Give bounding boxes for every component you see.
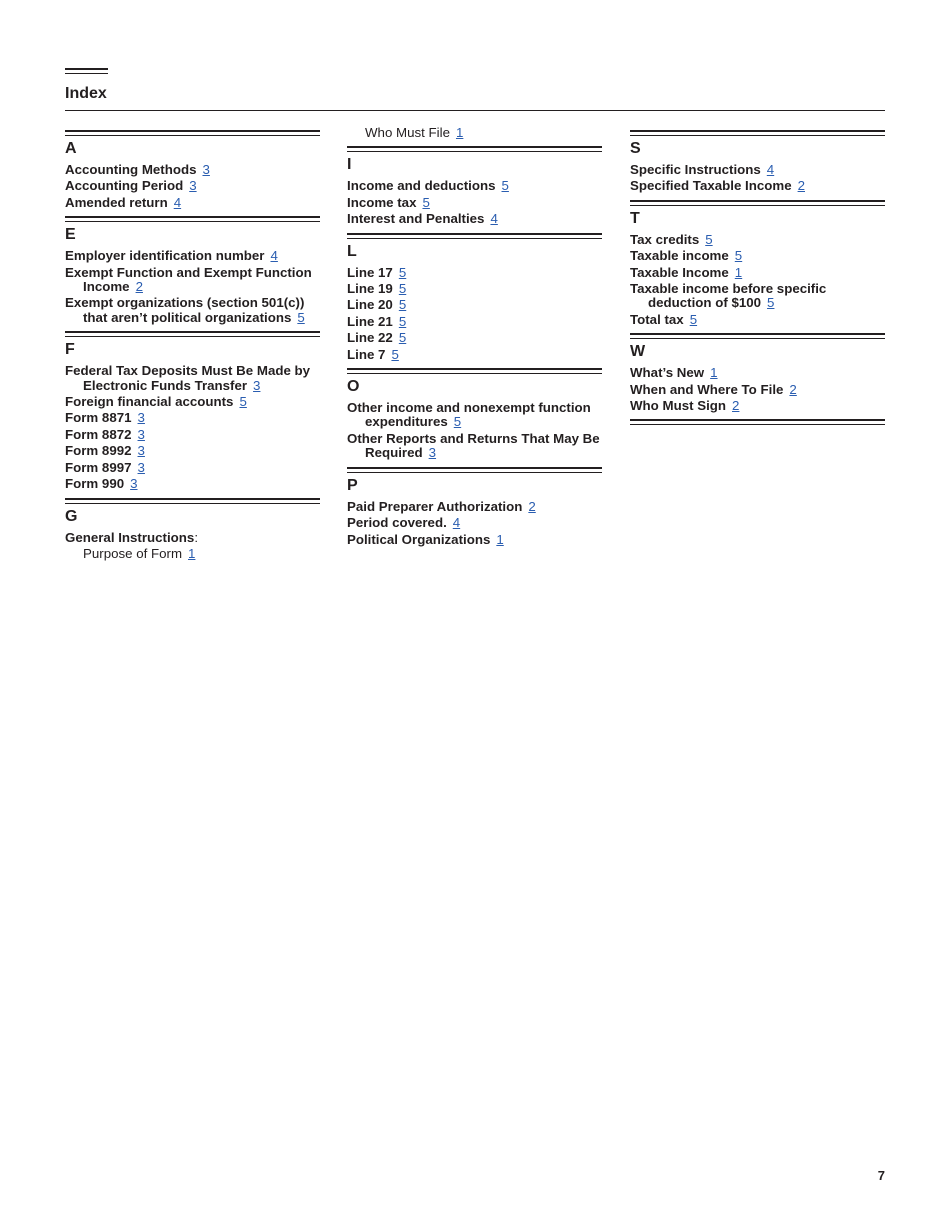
section-divider bbox=[630, 200, 885, 206]
section-divider bbox=[630, 130, 885, 136]
index-subentry: Who Must File 1 bbox=[365, 125, 464, 140]
page-link[interactable]: 1 bbox=[496, 531, 504, 547]
page-link[interactable]: 3 bbox=[137, 426, 145, 442]
page-link[interactable]: 5 bbox=[398, 313, 407, 329]
page-link[interactable]: 3 bbox=[137, 410, 145, 426]
section-divider bbox=[65, 130, 320, 136]
page-link[interactable]: 2 bbox=[528, 498, 536, 514]
section-letter-o: O bbox=[347, 378, 360, 396]
index-entry: Line 19 5 bbox=[347, 281, 407, 297]
index-entry: Exempt Function and Exempt Function Income 2 bbox=[65, 264, 312, 295]
index-entry: Total tax 5 bbox=[630, 311, 698, 327]
index-entry: Interest and Penalties 4 bbox=[347, 211, 498, 227]
section-divider bbox=[630, 419, 885, 425]
page-title: Index bbox=[65, 85, 107, 102]
section-letter-l: L bbox=[347, 242, 357, 260]
page-link[interactable]: 4 bbox=[766, 162, 775, 177]
index-entry: Form 8871 3 bbox=[65, 410, 145, 426]
index-entry: Taxable income before specific deduction of $100 5 bbox=[630, 281, 827, 311]
index-entry: Foreign financial accounts 5 bbox=[65, 394, 247, 410]
header-rule-mark bbox=[65, 68, 108, 74]
section-letter-i: I bbox=[347, 156, 352, 174]
page-link[interactable]: 2 bbox=[732, 398, 740, 414]
page-link[interactable]: 4 bbox=[173, 194, 182, 210]
index-entry: Period covered. 4 bbox=[347, 515, 461, 531]
section-divider bbox=[65, 216, 320, 222]
index-entry: General Instructions: bbox=[65, 529, 199, 545]
section-letter-a: A bbox=[65, 140, 77, 157]
index-entry: Line 22 5 bbox=[347, 330, 407, 346]
page-link[interactable]: 5 bbox=[689, 311, 698, 327]
section-letter-s: S bbox=[630, 140, 641, 157]
page-link[interactable]: 5 bbox=[767, 295, 775, 311]
index-column-2 bbox=[347, 124, 602, 547]
index-entry: Form 8997 3 bbox=[65, 459, 145, 475]
page-link[interactable]: 5 bbox=[398, 330, 407, 346]
page-link[interactable]: 1 bbox=[734, 264, 743, 280]
page-link[interactable]: 5 bbox=[705, 231, 713, 247]
section-letter-e: E bbox=[65, 226, 76, 244]
index-entry: Income tax 5 bbox=[347, 194, 430, 210]
section-letter-f: F bbox=[65, 341, 75, 359]
page-link[interactable]: 4 bbox=[490, 211, 498, 227]
page-link[interactable]: 1 bbox=[455, 125, 464, 140]
page-link[interactable]: 4 bbox=[452, 515, 461, 531]
page-link[interactable]: 3 bbox=[253, 377, 261, 393]
index-entry: Specified Taxable Income 2 bbox=[630, 178, 805, 194]
section-divider bbox=[347, 233, 602, 239]
index-entry: Tax credits 5 bbox=[630, 231, 713, 247]
page-number: 7 bbox=[877, 1168, 885, 1183]
page-link[interactable]: 5 bbox=[501, 178, 509, 194]
page-link[interactable]: 3 bbox=[130, 476, 138, 492]
index-entry: Other Reports and Returns That May Be Required 3 bbox=[347, 430, 600, 461]
index-entry: Taxable income 5 bbox=[630, 248, 743, 264]
index-entry: Employer identification number 4 bbox=[65, 248, 278, 264]
index-entry: What’s New 1 bbox=[630, 365, 718, 381]
page-link[interactable]: 5 bbox=[398, 264, 407, 280]
section-divider bbox=[347, 146, 602, 152]
page-link[interactable]: 3 bbox=[202, 162, 210, 177]
index-subentry: Purpose of Form 1 bbox=[83, 545, 196, 561]
index-entry: Political Organizations 1 bbox=[347, 531, 504, 547]
page-link[interactable]: 5 bbox=[453, 414, 462, 430]
index-entry: Specific Instructions 4 bbox=[630, 162, 775, 177]
page-link[interactable]: 5 bbox=[297, 309, 305, 325]
page-link[interactable]: 5 bbox=[422, 194, 430, 210]
section-letter-g: G bbox=[65, 507, 78, 525]
index-entry: Accounting Period 3 bbox=[65, 178, 197, 194]
page-link[interactable]: 5 bbox=[398, 297, 407, 313]
index-entry: Federal Tax Deposits Must Be Made by Electronic Funds Transfer 3 bbox=[65, 363, 311, 393]
page-link[interactable]: 5 bbox=[734, 248, 743, 264]
page-link[interactable]: 3 bbox=[428, 445, 437, 461]
section-letter-p: P bbox=[347, 476, 358, 494]
index-entry: Form 8872 3 bbox=[65, 426, 145, 442]
page-link[interactable]: 5 bbox=[398, 281, 407, 297]
index-entry: Line 20 5 bbox=[347, 297, 407, 313]
page-link[interactable]: 5 bbox=[391, 346, 399, 362]
index-entry: Line 21 5 bbox=[347, 313, 407, 329]
index-entry: When and Where To File 2 bbox=[630, 381, 797, 397]
page-link[interactable]: 3 bbox=[137, 443, 145, 459]
page-link[interactable]: 2 bbox=[789, 381, 797, 397]
index-entry: Accounting Methods 3 bbox=[65, 162, 210, 177]
section-divider bbox=[347, 368, 602, 374]
section-divider bbox=[65, 331, 320, 337]
page-link[interactable]: 3 bbox=[189, 178, 197, 194]
page-link[interactable]: 3 bbox=[137, 459, 145, 475]
index-entry: Amended return 4 bbox=[65, 194, 182, 210]
page-link[interactable]: 2 bbox=[797, 178, 805, 194]
index-entry: Form 8992 3 bbox=[65, 443, 145, 459]
page-link[interactable]: 4 bbox=[270, 248, 278, 264]
index-entry: Other income and nonexempt function expenditures 5 bbox=[347, 400, 591, 430]
index-entry: Form 990 3 bbox=[65, 476, 138, 492]
index-column-1 bbox=[65, 124, 320, 561]
index-entry: Line 7 5 bbox=[347, 346, 399, 362]
section-divider bbox=[630, 333, 885, 339]
section-divider bbox=[347, 467, 602, 473]
page-link[interactable]: 2 bbox=[135, 279, 143, 295]
index-entry: Paid Preparer Authorization 2 bbox=[347, 498, 536, 514]
page-link[interactable]: 5 bbox=[239, 394, 247, 410]
title-divider bbox=[65, 110, 885, 111]
page-link[interactable]: 1 bbox=[188, 545, 196, 561]
index-entry: Exempt organizations (section 501(c)) that aren’t political organizations 5 bbox=[65, 295, 305, 325]
index-entry: Who Must Sign 2 bbox=[630, 398, 740, 414]
section-letter-w: W bbox=[630, 343, 646, 361]
section-divider bbox=[65, 498, 320, 504]
section-letter-t: T bbox=[630, 209, 640, 227]
index-column-3 bbox=[630, 124, 885, 425]
index-entry: Taxable Income 1 bbox=[630, 264, 743, 280]
index-entry: Income and deductions 5 bbox=[347, 178, 509, 194]
index-entry: Line 17 5 bbox=[347, 264, 407, 280]
page-link[interactable]: 1 bbox=[710, 365, 718, 381]
